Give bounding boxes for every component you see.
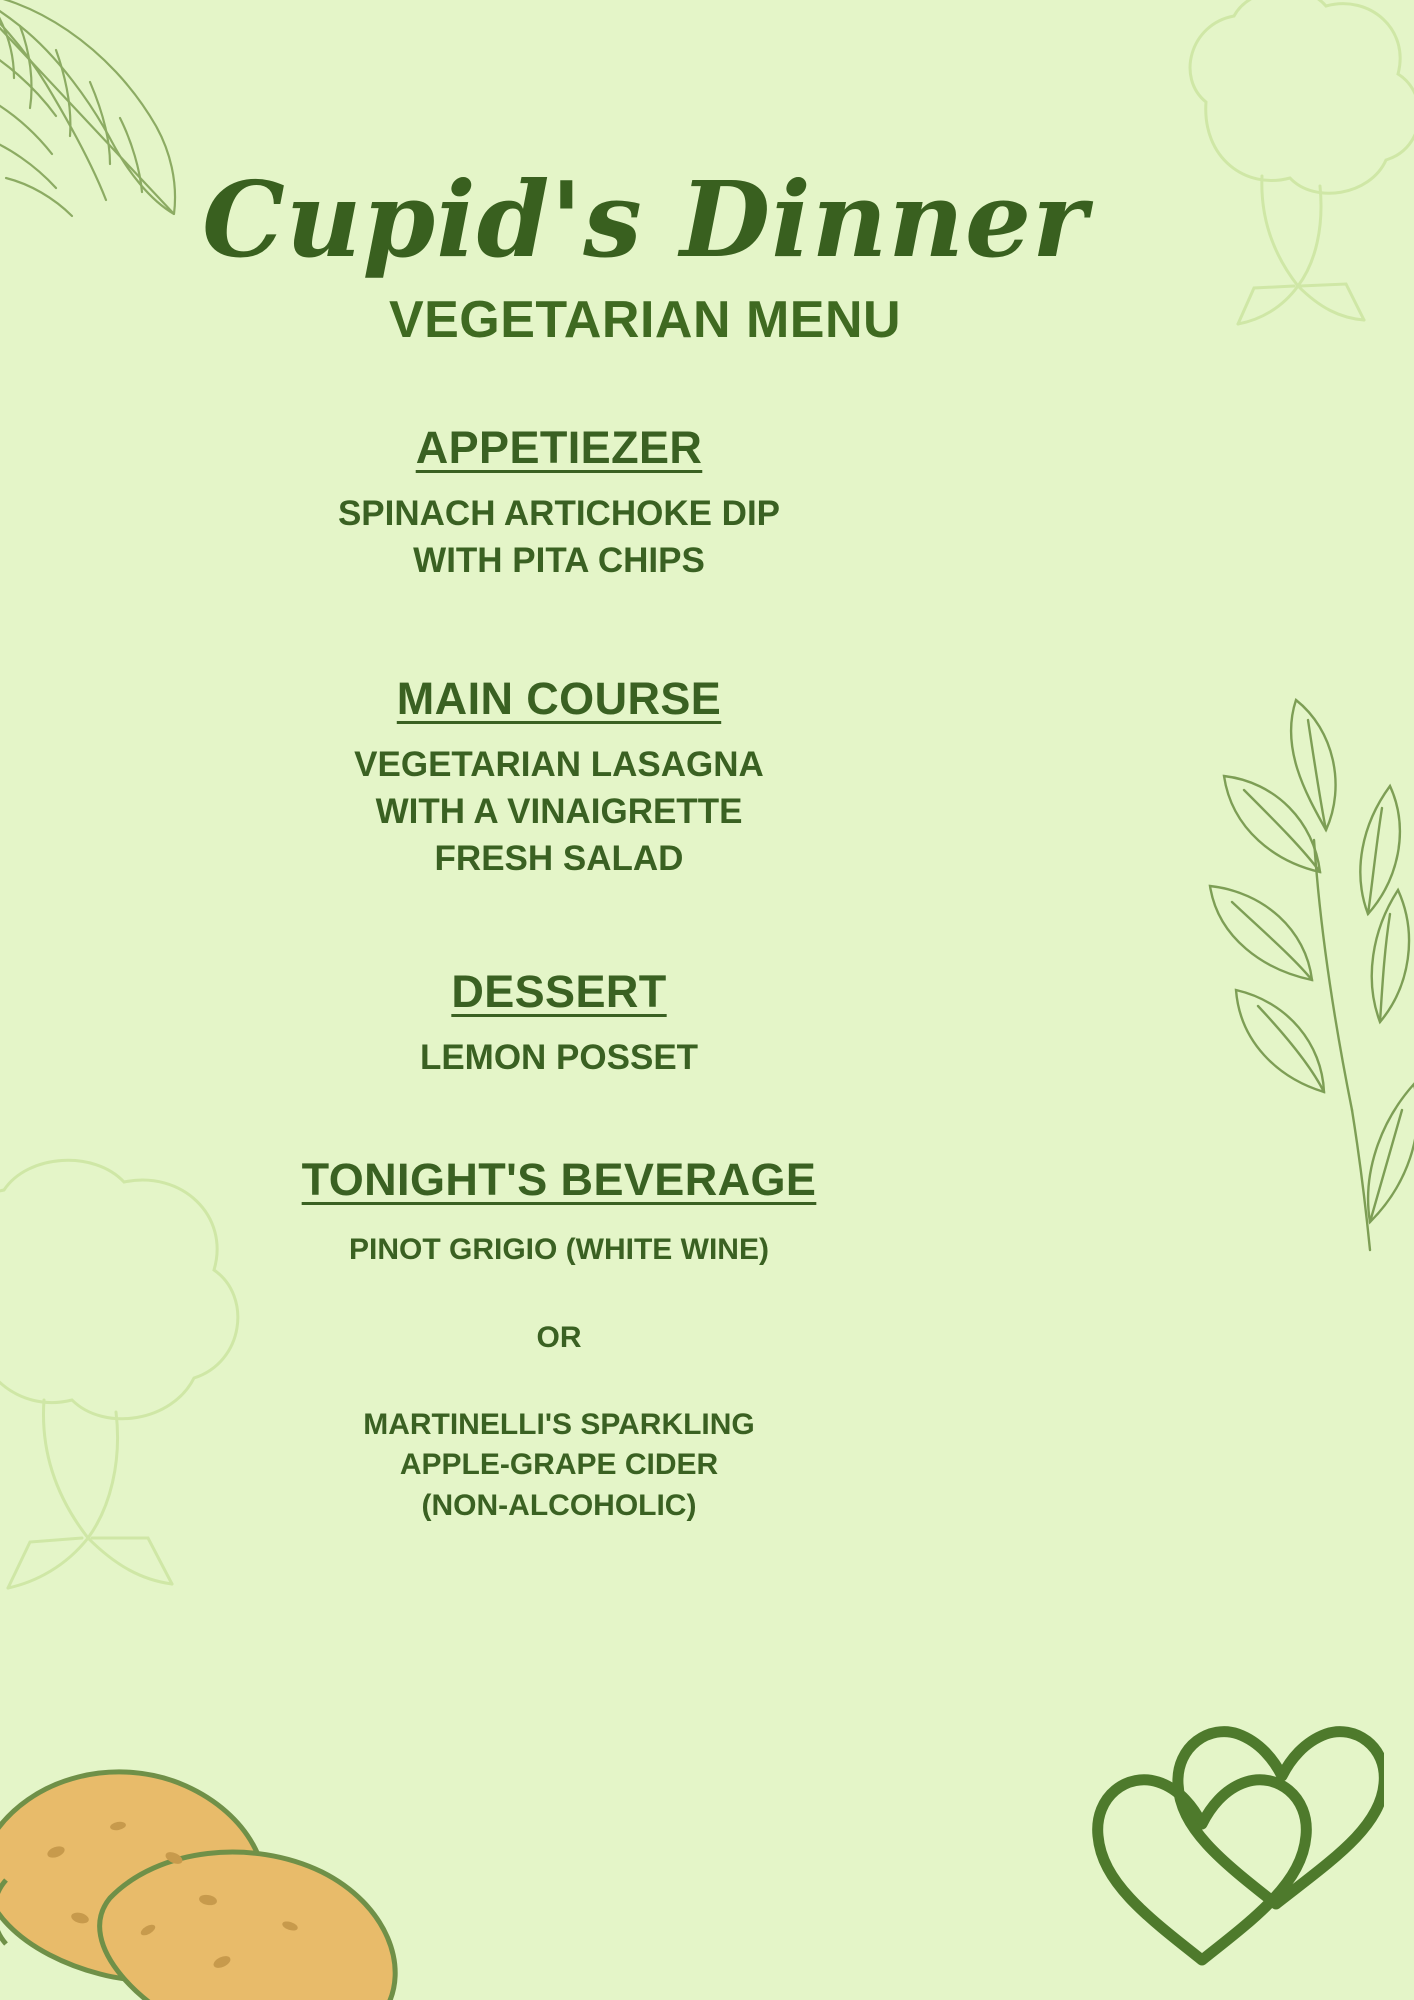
menu-item-line: SPINACH ARTICHOKE DIP: [337, 494, 781, 533]
menu-item-line: LEMON POSSET: [419, 1038, 699, 1078]
menu-item-line: MARTINELLI'S SPARKLING: [363, 1407, 755, 1441]
beverage-option-two: [0, 1405, 1266, 1527]
double-hearts-icon: [1084, 1720, 1384, 1980]
section-heading: DESSERT: [451, 966, 667, 1018]
section-heading: TONIGHT'S BEVERAGE: [301, 1153, 817, 1205]
section-body: [0, 1034, 1266, 1081]
menu-item-line: WITH A VINAIGRETTE: [375, 791, 743, 831]
section-body: [0, 490, 1266, 585]
section-dessert: [0, 966, 1266, 1081]
section-body: [0, 741, 1266, 883]
menu-item-line: WITH PITA CHIPS: [413, 541, 705, 581]
page-subtitle: VEGETARIAN MENU: [388, 291, 902, 349]
section-main-course: [0, 673, 1266, 883]
beverage-option-one: PINOT GRIGIO (WHITE WINE): [349, 1232, 769, 1266]
section-appetizer: [0, 422, 1266, 585]
menu-item-line: (NON-ALCOHOLIC): [421, 1488, 697, 1522]
section-beverage: [0, 1154, 1266, 1527]
section-heading: APPETIEZER: [415, 422, 703, 473]
section-heading: MAIN COURSE: [396, 672, 722, 724]
beverage-separator: OR: [536, 1321, 582, 1354]
potato-icon: [0, 1730, 480, 2000]
menu-item-line: FRESH SALAD: [434, 839, 684, 878]
menu-item-line: APPLE-GRAPE CIDER: [399, 1448, 719, 1481]
page-title: Cupid's Dinner: [202, 158, 1088, 281]
menu-item-line: VEGETARIAN LASAGNA: [354, 744, 764, 784]
